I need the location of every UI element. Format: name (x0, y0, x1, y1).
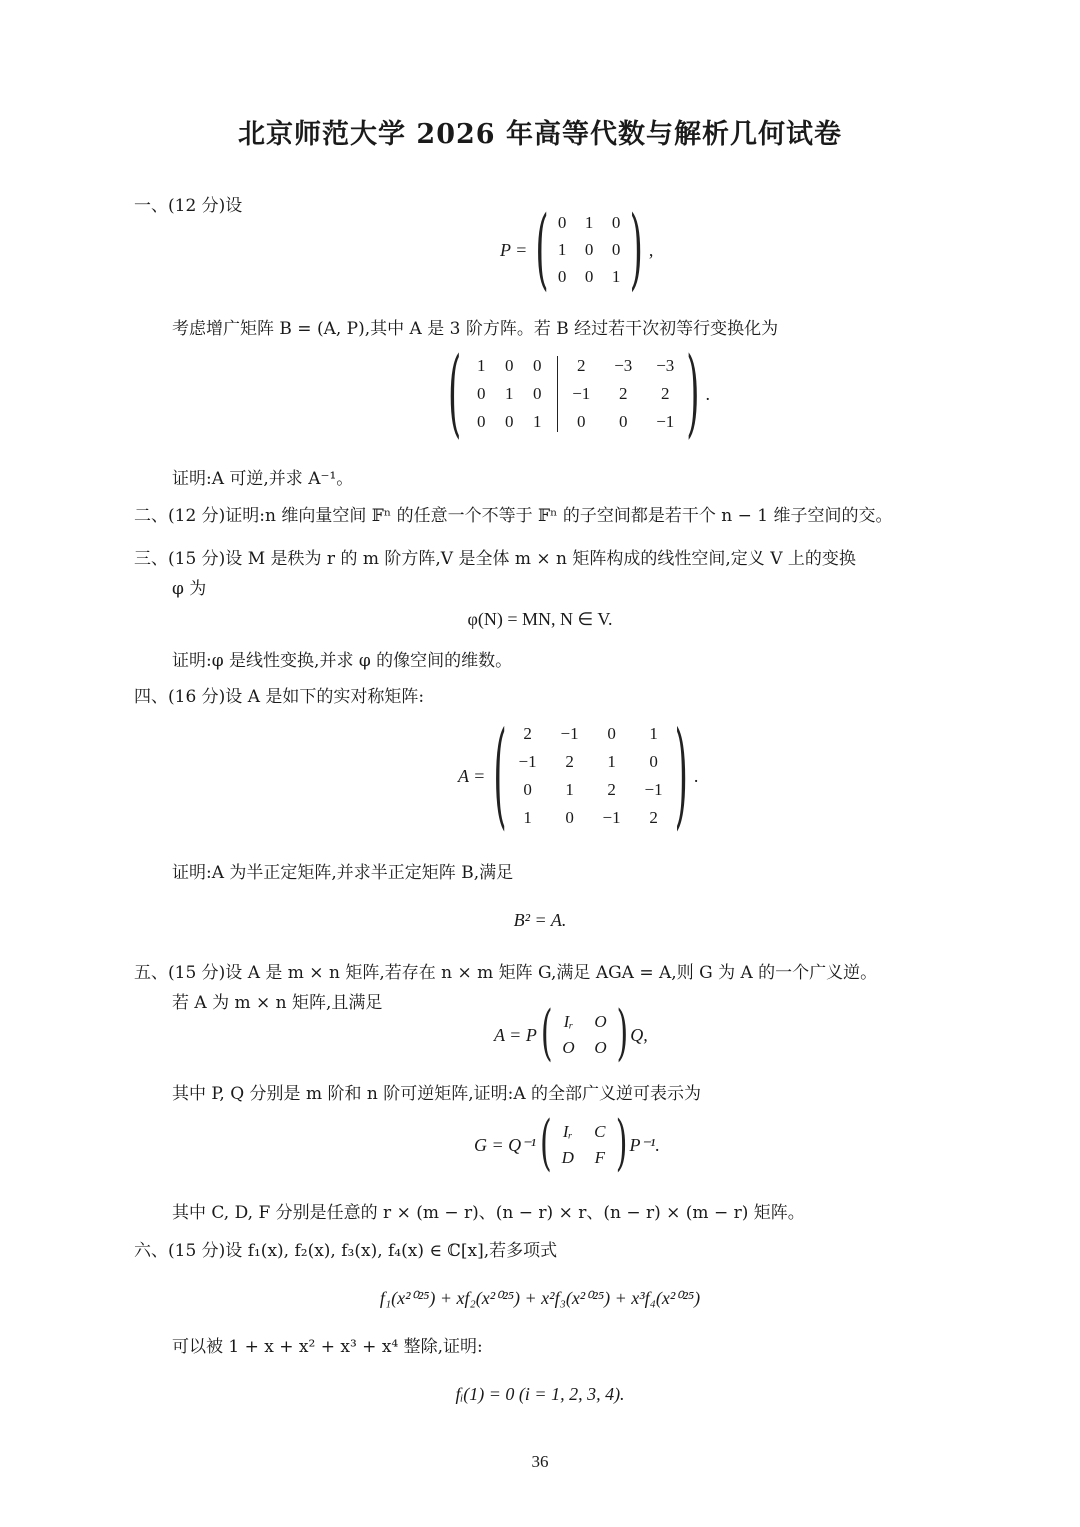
q1-aug-tail: . (705, 383, 711, 404)
q4-a-matrix-cell: 0 (523, 780, 532, 799)
q4-a-matrix-cell: −1 (560, 724, 579, 743)
q5-text-line1: 五、(15 分)设 A 是 m × n 矩阵,若存在 n × m 矩阵 G,满足 AGA = A,则 G 为 A 的一个广义逆。 (134, 963, 878, 983)
q5-a-decomposition (494, 999, 648, 1069)
q1-aug-right-cell: −3 (614, 356, 633, 375)
q1-aug-left-cell: 1 (533, 412, 542, 431)
left-paren-icon: ( (535, 198, 549, 302)
q4-a-matrix-cell: 2 (649, 808, 658, 827)
q4-a-matrix-cell: 0 (565, 808, 574, 827)
q4-a-matrix-cell: 1 (523, 808, 532, 827)
q4-matrix-a (458, 708, 699, 844)
right-paren-icon: ) (629, 198, 643, 302)
q1-aug-right-cell: 0 (619, 412, 628, 431)
q4-a-matrix-cell: 1 (649, 724, 658, 743)
q1-text: 考虑增广矩阵 B = (A, P),其中 A 是 3 阶方阵。若 B 经过若干次初等行变换化为 (172, 319, 779, 339)
left-paren-icon: ( (448, 338, 462, 450)
q1-aug-left-cell: 1 (477, 356, 486, 375)
q6-formula: f₁(x²⁰²⁵) + xf₂(x²⁰²⁵) + x²f₃(x²⁰²⁵) + x³f₄(x²⁰²⁵) (379, 1288, 701, 1308)
q5-a-matrix-cell: O (594, 1012, 607, 1031)
q4-a-matrix-cell: −1 (518, 752, 537, 771)
left-paren-icon: ( (540, 999, 553, 1069)
page-title: 北京师范大学 2026 年高等代数与解析几何试卷 (238, 119, 842, 150)
q6-result: fᵢ(1) = 0 (i = 1, 2, 3, 4). (455, 1384, 625, 1404)
q1-aug-left-cell: 0 (505, 412, 514, 431)
q4-a-matrix-cell: 1 (565, 780, 574, 799)
q5-text-line4: 其中 C, D, F 分别是任意的 r × (m − r)、(n − r) × r、(n − r) × (m − r) 矩阵。 (172, 1203, 805, 1223)
q1-aug-left-grid (467, 356, 551, 432)
q1-matrix-p (500, 198, 654, 302)
q1-aug-left-cell: 0 (533, 384, 542, 403)
q5-g-matrix-cell: Iᵣ (562, 1122, 573, 1141)
q5-a-post: Q, (630, 1024, 648, 1045)
q5-a-matrix-cell: O (562, 1038, 575, 1057)
right-paren-icon: ) (616, 999, 629, 1069)
q1-aug-right-cell: −3 (656, 356, 675, 375)
q1-p-grid (549, 213, 630, 287)
q5-a-matrix-cell: O (594, 1038, 607, 1057)
q1-p-matrix-cell: 0 (611, 213, 621, 232)
q6-text: 可以被 1 + x + x² + x³ + x⁴ 整除,证明: (172, 1337, 483, 1357)
q1-aug-left-cell: 1 (505, 384, 514, 403)
q1-aug-left-cell: 0 (505, 356, 514, 375)
q1-aug-left-cell: 0 (477, 412, 486, 431)
q4-a-matrix-cell: 2 (523, 724, 532, 743)
q1-aug-right-grid (557, 356, 686, 432)
q1-aug-right-cell: 2 (577, 356, 586, 375)
q1-p-matrix-cell: 0 (557, 267, 567, 286)
q1-aug-right-cell: 2 (619, 384, 628, 403)
q5-a-grid (553, 1012, 617, 1058)
q5-g-matrix-cell: C (594, 1122, 606, 1141)
q4-a-grid (507, 724, 675, 828)
q4-a-tail: . (693, 765, 699, 786)
page-number: 36 (531, 1452, 549, 1471)
q4-a-matrix-cell: −1 (602, 808, 621, 827)
q4-a-matrix-cell: 2 (565, 752, 574, 771)
q4-a-label: A = (458, 765, 486, 786)
q5-g-matrix-cell: F (594, 1148, 605, 1167)
q1-p-matrix-cell: 0 (611, 240, 621, 259)
q4-a-matrix-cell: 2 (607, 780, 616, 799)
q5-g-matrix-cell: D (561, 1148, 574, 1167)
q3-text-line2: φ 为 (172, 579, 207, 599)
q5-text-line2: 若 A 为 m × n 矩阵,且满足 (172, 993, 383, 1013)
q1-p-matrix-cell: 0 (584, 267, 594, 286)
q5-text-line3: 其中 P, Q 分别是 m 阶和 n 阶可逆矩阵,证明:A 的全部广义逆可表示为 (172, 1084, 702, 1104)
q1-p-matrix-cell: 1 (557, 240, 567, 259)
q1-p-tail: , (648, 239, 654, 260)
q3-formula: φ(N) = MN, N ∈ V. (467, 609, 613, 629)
q1-aug-left-cell: 0 (533, 356, 542, 375)
q3-prove: 证明:φ 是线性变换,并求 φ 的像空间的维数。 (172, 651, 513, 671)
right-paren-icon: ) (615, 1109, 628, 1179)
q1-p-matrix-cell: 0 (584, 240, 594, 259)
q1-aug-left-cell: 0 (477, 384, 486, 403)
q1-prove: 证明:A 可逆,并求 A⁻¹。 (172, 469, 354, 489)
q4-a-matrix-cell: −1 (644, 780, 663, 799)
q5-a-matrix-cell: Iᵣ (563, 1012, 574, 1031)
q1-p-matrix-cell: 0 (557, 213, 567, 232)
right-paren-icon: ) (686, 338, 700, 450)
q3-text-line1: 三、(15 分)设 M 是秩为 r 的 m 阶方阵,V 是全体 m × n 矩阵构成的线性空间,定义 V 上的变换 (134, 549, 856, 569)
q5-g-formula (474, 1109, 660, 1179)
q1-p-matrix-cell: 1 (584, 213, 594, 232)
q5-g-post: P⁻¹. (629, 1134, 660, 1155)
q4-heading: 四、(16 分)设 A 是如下的实对称矩阵: (134, 687, 425, 707)
q5-g-grid (552, 1122, 616, 1168)
q1-aug-right-cell: 0 (577, 412, 586, 431)
q1-p-label: P = (500, 239, 528, 260)
q1-aug-right-cell: 2 (661, 384, 670, 403)
q1-p-matrix-cell: 1 (611, 267, 621, 286)
q1-aug-right-cell: −1 (572, 384, 591, 403)
q4-formula: B² = A. (513, 910, 567, 930)
q2-text: 二、(12 分)证明:n 维向量空间 𝔽ⁿ 的任意一个不等于 𝔽ⁿ 的子空间都是若干个 n − 1 维子空间的交。 (134, 506, 893, 526)
q6-heading: 六、(15 分)设 f₁(x), f₂(x), f₃(x), f₄(x) ∈ ℂ[x],若多项式 (134, 1241, 558, 1261)
q1-augmented-matrix (448, 338, 711, 450)
q4-a-matrix-cell: 1 (607, 752, 616, 771)
q1-aug-right-cell: −1 (656, 412, 675, 431)
q4-prove: 证明:A 为半正定矩阵,并求半正定矩阵 B,满足 (172, 863, 514, 883)
left-paren-icon: ( (493, 708, 507, 844)
q5-a-pre: A = P (494, 1024, 537, 1045)
q4-a-matrix-cell: 0 (607, 724, 616, 743)
right-paren-icon: ) (674, 708, 688, 844)
q1-heading: 一、(12 分)设 (134, 196, 243, 216)
q5-g-pre: G = Q⁻¹ (474, 1134, 537, 1155)
q4-a-matrix-cell: 0 (649, 752, 658, 771)
left-paren-icon: ( (540, 1109, 552, 1179)
